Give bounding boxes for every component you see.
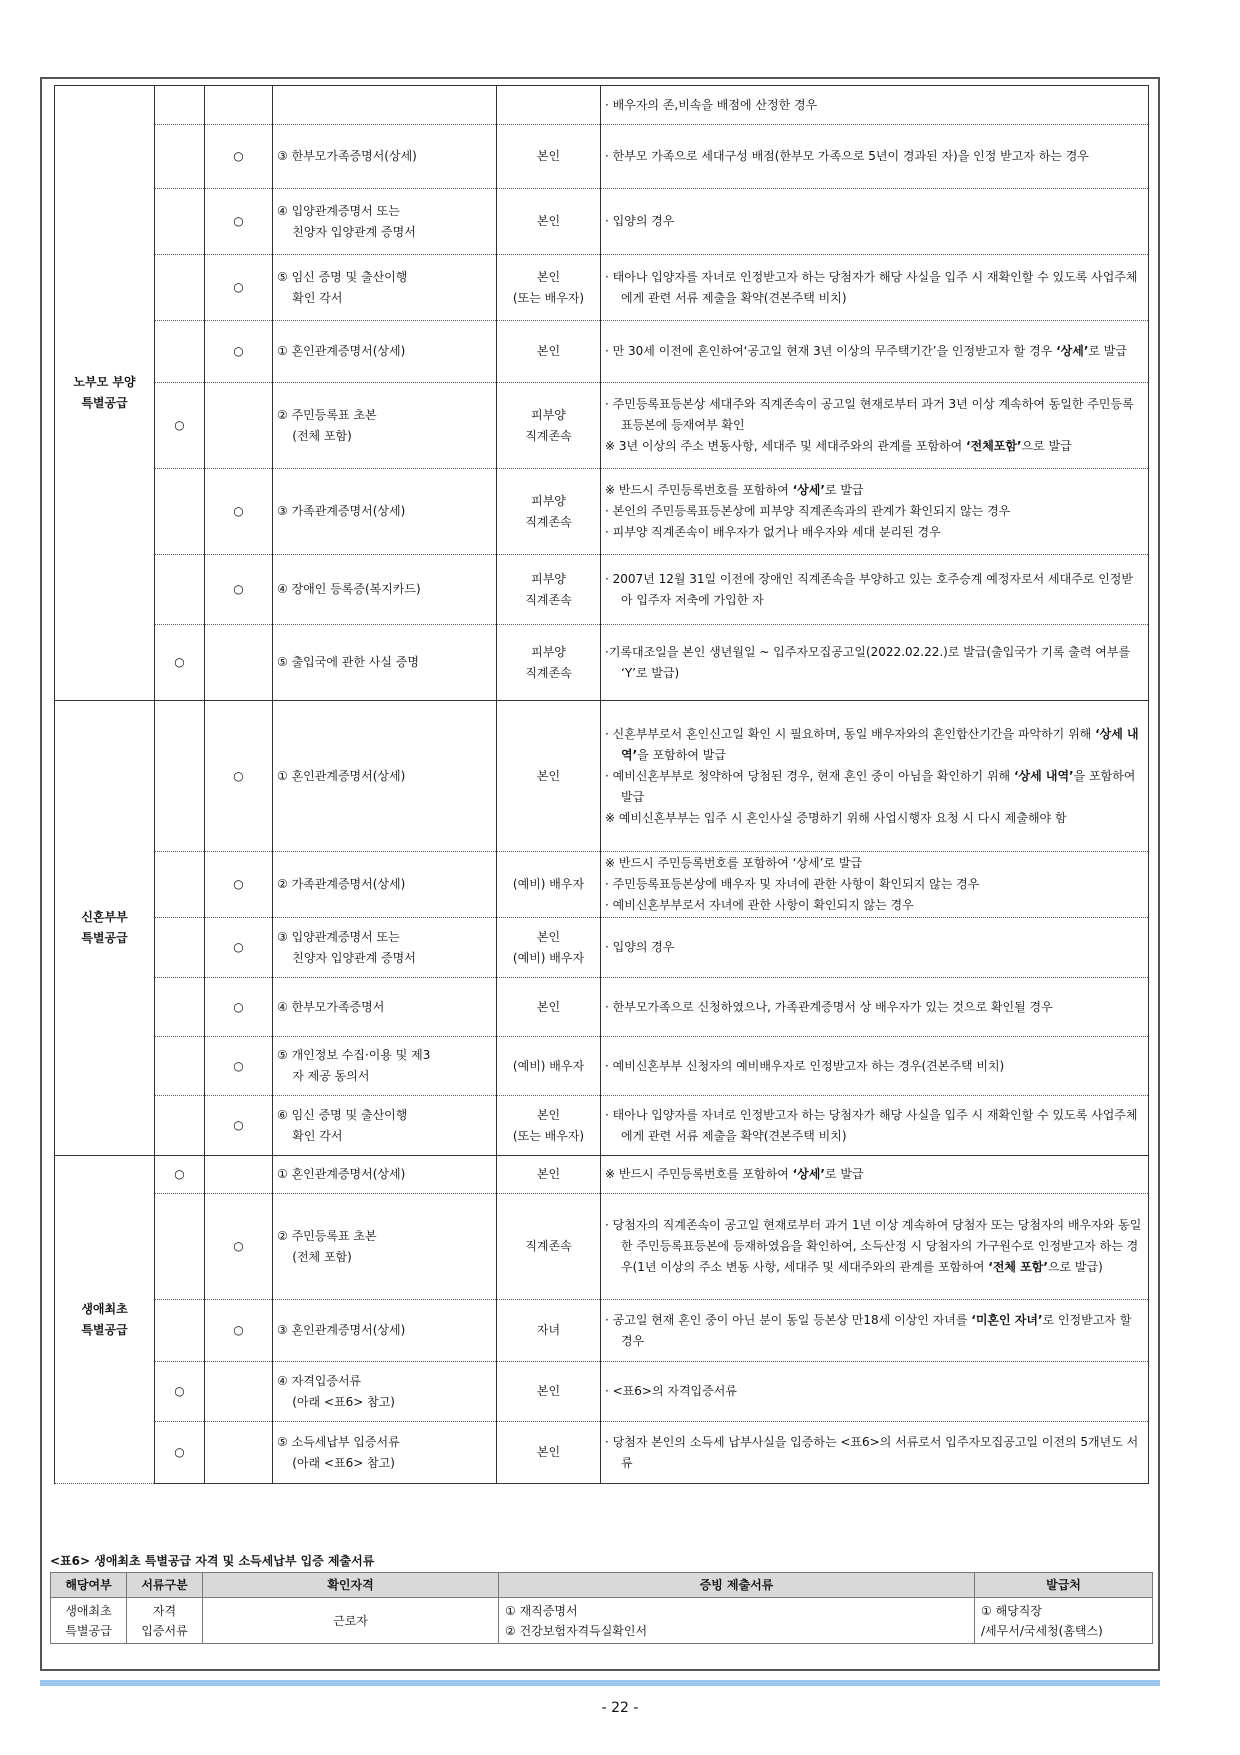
document-name: ① 혼인관계증명서(상세): [273, 321, 497, 383]
check-mark: ○: [205, 918, 273, 978]
document-name: ④ 한부모가족증명서: [273, 978, 497, 1037]
applicant: 본인: [497, 701, 601, 852]
table6-title: <표6> 생애최초 특별공급 자격 및 소득세납부 입증 제출서류: [50, 1554, 375, 1568]
table-row: ○ ⑥ 임신 증명 및 출산이행 확인 각서 본인 (또는 배우자) · 태아나 입양자를 자녀로 인정받고자 하는 당첨자가 해당 사실을 입주 시 재확인할 수 있도록 사업주체에게 관련 서류 제출을 확약(견본주택 비치): [55, 1096, 1149, 1156]
document-name: ⑤ 임신 증명 및 출산이행 확인 각서: [273, 255, 497, 321]
table-row: ○ ④ 자격입증서류 (아래 <표6> 참고) 본인 · <표6>의 자격입증서류: [55, 1362, 1149, 1422]
footer-bar: [40, 1680, 1160, 1686]
table-row: ○ ⑤ 소득세납부 입증서류 (아래 <표6> 참고) 본인 · 당첨자 본인의 소득세 납부사실을 입증하는 <표6>의 서류로서 입주자모집공고일 이전의 5개년도 서류: [55, 1422, 1149, 1484]
applicant: 본인 (또는 배우자): [497, 1096, 601, 1156]
document-name: ③ 입양관계증명서 또는 친양자 입양관계 증명서: [273, 918, 497, 978]
check-mark: ○: [205, 978, 273, 1037]
document-name: ② 주민등록표 초본 (전체 포함): [273, 1194, 497, 1300]
applicant: (예비) 배우자: [497, 852, 601, 918]
check-mark: ○: [205, 321, 273, 383]
document-name: ③ 가족관계증명서(상세): [273, 469, 497, 555]
applicant: 피부양 직계존속: [497, 469, 601, 555]
category-cell: 생애최초 특별공급: [55, 1156, 155, 1484]
page-number: - 22 -: [601, 1700, 639, 1716]
document-name: ⑤ 출입국에 관한 사실 증명: [273, 625, 497, 701]
applicant: (예비) 배우자: [497, 1037, 601, 1096]
document-name: ④ 자격입증서류 (아래 <표6> 참고): [273, 1362, 497, 1422]
check-mark: ○: [205, 1037, 273, 1096]
check-mark: ○: [205, 469, 273, 555]
applicant: 본인 (예비) 배우자: [497, 918, 601, 978]
applicant: 본인: [497, 1362, 601, 1422]
table-row: ○ ③ 한부모가족증명서(상세) 본인 · 한부모 가족으로 세대구성 배점(한부모 가족으로 5년이 경과된 자)을 인정 받고자 하는 경우: [55, 125, 1149, 189]
check-mark: ○: [205, 555, 273, 625]
table-row: ○ ② 주민등록표 초본 (전체 포함) 직계존속 · 당첨자의 직계존속이 공고일 현재로부터 과거 1년 이상 계속하여 당첨자 또는 당첨자의 배우자와 동일한 주민등록표등본에 등재하였음을 확인하여, 소득산정 시 당첨자의 가구원수로 인정받고자 하는 경우(1년 이상의 주소 변동 사항, 세대주 및 세대주와의 관계를 포함하여 ‘전체 포함’으로 발급): [55, 1194, 1149, 1300]
document-name: ① 혼인관계증명서(상세): [273, 1156, 497, 1194]
applicant: 피부양 직계존속: [497, 625, 601, 701]
check-mark: ○: [205, 1300, 273, 1362]
document-name: ⑥ 임신 증명 및 출산이행 확인 각서: [273, 1096, 497, 1156]
check-mark: ○: [155, 1422, 205, 1484]
check-mark: ○: [205, 701, 273, 852]
table-row: ○ ④ 장애인 등록증(복지카드) 피부양 직계존속 · 2007년 12월 31일 이전에 장애인 직계존속을 부양하고 있는 호주승계 예정자로서 세대주로 인정받아 입주자 저축에 가입한 자: [55, 555, 1149, 625]
check-mark: ○: [155, 1362, 205, 1422]
category-cell: 노부모 부양 특별공급: [55, 86, 155, 701]
table-row: ○ ③ 혼인관계증명서(상세) 자녀 · 공고일 현재 혼인 중이 아닌 분이 동일 등본상 만18세 이상인 자녀를 ‘미혼인 자녀’로 인정받고자 할 경우: [55, 1300, 1149, 1362]
table6-header-cell: 증빙 제출서류: [499, 1573, 975, 1598]
check-mark: ○: [205, 125, 273, 189]
check-mark: ○: [205, 1194, 273, 1300]
applicant: 본인: [497, 125, 601, 189]
table-row: 노부모 부양 특별공급 · 배우자의 존,비속을 배점에 산정한 경우: [55, 86, 1149, 125]
check-mark: ○: [155, 383, 205, 469]
table-row: ○ ⑤ 개인정보 수집·이용 및 제3 자 제공 동의서 (예비) 배우자 · 예비신혼부부 신청자의 예비배우자로 인정받고자 하는 경우(견본주택 비치): [55, 1037, 1149, 1096]
table6: [50, 1572, 1153, 1644]
page-frame: [40, 77, 1160, 1671]
applicant: 본인: [497, 1156, 601, 1194]
table-row: ○ ⑤ 출입국에 관한 사실 증명 피부양 직계존속 ·기록대조일을 본인 생년월일 ~ 입주자모집공고일(2022.02.22.)로 발급(출입국가 기록 출력 여부를 ‘Y’로 발급): [55, 625, 1149, 701]
check-mark: ○: [205, 255, 273, 321]
applicant: 본인: [497, 189, 601, 255]
table6-header-cell: 해당여부: [51, 1573, 127, 1598]
applicant: 피부양 직계존속: [497, 555, 601, 625]
category-cell: 신혼부부 특별공급: [55, 701, 155, 1156]
check-mark: ○: [205, 1096, 273, 1156]
applicant: 본인: [497, 321, 601, 383]
document-name: ⑤ 개인정보 수집·이용 및 제3 자 제공 동의서: [273, 1037, 497, 1096]
applicant: 본인: [497, 1422, 601, 1484]
applicant: 피부양 직계존속: [497, 383, 601, 469]
table-row: ○ ④ 한부모가족증명서 본인 · 한부모가족으로 신청하였으나, 가족관계증명서 상 배우자가 있는 것으로 확인될 경우: [55, 978, 1149, 1037]
applicant: 자녀: [497, 1300, 601, 1362]
document-name: ⑤ 소득세납부 입증서류 (아래 <표6> 참고): [273, 1422, 497, 1484]
table-row: ○ ① 혼인관계증명서(상세) 본인 · 만 30세 이전에 혼인하여‘공고일 현재 3년 이상의 무주택기간’을 인정받고자 할 경우 ‘상세’로 발급: [55, 321, 1149, 383]
table-row: 신혼부부 특별공급 ○ ① 혼인관계증명서(상세) 본인 · 신혼부부로서 혼인신고일 확인 시 필요하며, 동일 배우자와의 혼인합산기간을 파악하기 위해 ‘상세 내역’을 포함하여 발급 · 예비신혼부부로 청약하여 당첨된 경우, 현재 혼인 중이 아님을 확인하기 위해 ‘상세 내역’을 포함하여 발급 ※ 예비신혼부부는 입주 시 혼인사실 증명하기 위해 사업시행자 요청 시 다시 제출해야 함: [55, 701, 1149, 852]
check-mark: ○: [155, 1156, 205, 1194]
table-row: ○ ② 가족관계증명서(상세) (예비) 배우자 ※ 반드시 주민등록번호를 포함하여 ‘상세’로 발급 · 주민등록표등본상에 배우자 및 자녀에 관한 사항이 확인되지 않는 경우 · 예비신혼부부로서 자녀에 관한 사항이 확인되지 않는 경우: [55, 852, 1149, 918]
check-mark: ○: [205, 189, 273, 255]
document-name: ① 혼인관계증명서(상세): [273, 701, 497, 852]
document-name: ② 가족관계증명서(상세): [273, 852, 497, 918]
document-name: ④ 장애인 등록증(복지카드): [273, 555, 497, 625]
table-row: 생애최초 특별공급 ○ ① 혼인관계증명서(상세) 본인 ※ 반드시 주민등록번호를 포함하여 ‘상세’로 발급: [55, 1156, 1149, 1194]
document-name: ④ 입양관계증명서 또는 친양자 입양관계 증명서: [273, 189, 497, 255]
documents-table: [54, 85, 1149, 1484]
table-row: 생애최초 특별공급 자격 입증서류 근로자 ① 재직증명서 ② 건강보험자격득실확인서 ① 해당직장 /세무서/국세청(홈택스): [51, 1598, 1153, 1644]
document-name: ② 주민등록표 초본 (전체 포함): [273, 383, 497, 469]
table-row: ○ ⑤ 임신 증명 및 출산이행 확인 각서 본인 (또는 배우자) · 태아나 입양자를 자녀로 인정받고자 하는 당첨자가 해당 사실을 입주 시 재확인할 수 있도록 사업주체에게 관련 서류 제출을 확약(견본주택 비치): [55, 255, 1149, 321]
check-mark: ○: [205, 852, 273, 918]
table6-header-cell: 서류구분: [127, 1573, 203, 1598]
table6-header: [51, 1573, 1153, 1598]
document-name: ③ 혼인관계증명서(상세): [273, 1300, 497, 1362]
table-row: ○ ③ 가족관계증명서(상세) 피부양 직계존속 ※ 반드시 주민등록번호를 포함하여 ‘상세’로 발급 · 본인의 주민등록표등본상에 피부양 직계존속과의 관계가 확인되지 않는 경우 · 피부양 직계존속이 배우자가 없거나 배우자와 세대 분리된 경우: [55, 469, 1149, 555]
table6-header-cell: 확인자격: [203, 1573, 499, 1598]
table-row: ○ ③ 입양관계증명서 또는 친양자 입양관계 증명서 본인 (예비) 배우자 · 입양의 경우: [55, 918, 1149, 978]
document-name: ③ 한부모가족증명서(상세): [273, 125, 497, 189]
applicant: 본인 (또는 배우자): [497, 255, 601, 321]
table6-header-cell: 발급처: [975, 1573, 1153, 1598]
table-row: ○ ② 주민등록표 초본 (전체 포함) 피부양 직계존속 · 주민등록표등본상 세대주와 직계존속이 공고일 현재로부터 과거 3년 이상 계속하여 동일한 주민등록표등본에 등재여부 확인 ※ 3년 이상의 주소 변동사항, 세대주 및 세대주와의 관계를 포함하여 ‘전체포함’으로 발급: [55, 383, 1149, 469]
applicant: 직계존속: [497, 1194, 601, 1300]
table-row: ○ ④ 입양관계증명서 또는 친양자 입양관계 증명서 본인 · 입양의 경우: [55, 189, 1149, 255]
check-mark: ○: [155, 625, 205, 701]
applicant: 본인: [497, 978, 601, 1037]
